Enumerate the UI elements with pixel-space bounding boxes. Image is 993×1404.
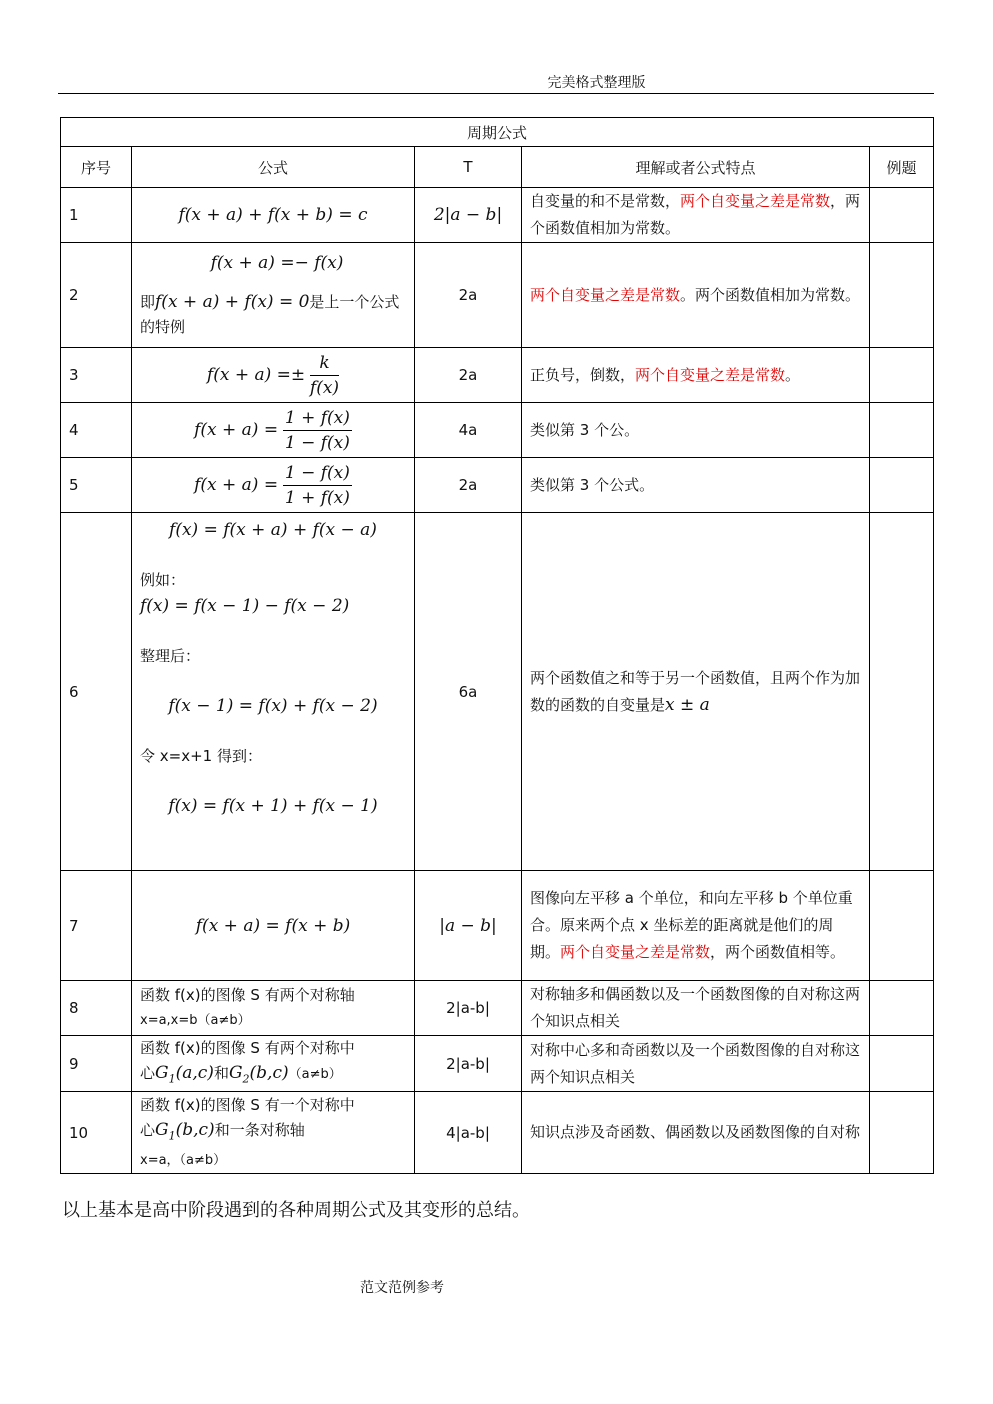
row-number: 9 [61,1036,132,1092]
row-example [870,1036,934,1092]
note-math: x ± a [665,694,710,715]
row-example [870,458,934,513]
tidy-math: f(x − 1) = f(x) + f(x − 2) [168,696,378,716]
point-label: G [155,1063,169,1083]
row-number: 6 [61,513,132,871]
row-number: 8 [61,981,132,1036]
row-note [522,513,870,871]
row-period: 2a [415,348,522,403]
result-math: f(x) = f(x + 1) + f(x − 1) [168,796,378,816]
tidy-label: 整理后： [140,647,201,665]
row-formula [132,458,415,513]
note-highlight: 两个自变量之差是常数 [680,192,831,210]
row-note [522,188,870,243]
fraction [310,351,339,400]
row-period: 6a [415,513,522,871]
row-period: 2a [415,458,522,513]
fraction-numerator: 1 − f(x) [283,461,352,486]
col-header-formula: 公式 [132,147,415,188]
fraction-denominator: 1 + f(x) [284,487,350,508]
col-header-num: 序号 [61,147,132,188]
row-note [522,871,870,981]
summary-text: 以上基本是高中阶段遇到的各种周期公式及其变形的总结。 [62,1200,530,1221]
table-caption-row [61,118,934,147]
note-text: 。两个函数值相加为常数。 [680,285,861,304]
formula-math: f(x + a) = [194,419,279,440]
row-note: 对称轴多和偶函数以及一个函数图像的自对称这两个知识点相关 [522,981,870,1036]
row-period: 2a [415,243,522,348]
col-header-example: 例题 [870,147,934,188]
example-math: f(x) = f(x − 1) − f(x − 2) [140,596,350,616]
point-subscript: 2 [242,1072,250,1086]
row-example [870,513,934,871]
formula-text: 和 [213,1064,229,1082]
row-number: 1 [61,188,132,243]
table-header-row [61,147,934,188]
note-text: ，两个函数值相加为常数。 [530,192,861,237]
table-row [61,243,934,348]
header-title: 完美格式整理版 [547,75,646,91]
fraction-numerator: k [310,351,339,376]
row-number: 2 [61,243,132,348]
table-row [61,1036,934,1092]
row-note: 类似第 3 个公式。 [522,458,870,513]
row-number: 4 [61,403,132,458]
table-caption: 周期公式 [61,118,934,147]
row-formula [132,403,415,458]
header-rule [58,93,934,94]
table-row [61,1092,934,1174]
point-coords: (a,c) [175,1063,214,1083]
row-note [522,348,870,403]
point-label: G [155,1119,169,1140]
point-subscript: 1 [168,1072,176,1086]
formula-prefix: 即 [140,292,156,311]
table-row [61,513,934,871]
row-formula [132,348,415,403]
formula-math: f(x + a) =− f(x) [210,252,344,273]
formula-math: f(x + a) =± [206,364,306,385]
formula-math: f(x + a) = [194,474,279,495]
row-period: 2|a-b| [415,981,522,1036]
row-number: 5 [61,458,132,513]
formula-text: 心 [140,1120,156,1139]
row-note [522,243,870,348]
example-label: 例如： [140,571,186,589]
table-row [61,348,934,403]
formula-math: f(x + a) + f(x + b) = c [178,205,368,225]
fraction-denominator: 1 − f(x) [284,432,350,453]
row-formula [132,1036,415,1092]
fraction-denominator: f(x) [309,377,340,398]
formula-math: f(x) = f(x + a) + f(x − a) [169,520,377,540]
table-row [61,871,934,981]
formula-text: 和一条对称轴 [214,1120,305,1139]
point-label: G [228,1063,243,1083]
note-text: 正负号，倒数， [530,365,636,384]
row-number: 7 [61,871,132,981]
formula-text: 函数 f(x)的图像 S 有两个对称中 [140,1039,355,1057]
row-number: 10 [61,1092,132,1174]
row-note: 对称中心多和奇函数以及一个函数图像的自对称这两个知识点相关 [522,1036,870,1092]
row-number: 3 [61,348,132,403]
period-math: |a − b| [439,915,497,936]
period-math: 2|a − b| [433,205,503,225]
row-period: 4a [415,403,522,458]
formula-math: f(x + a) = f(x + b) [195,915,351,936]
fraction [283,461,352,510]
formula-suffix: 是上一个公式的特例 [140,292,400,336]
note-text: 图像向左平移 a 个单位，和向左平移 b 个单位重合。原来两个点 x 坐标差的距离就是他们的周期。 [530,889,853,961]
note-highlight: 两个自变量之差是常数 [560,943,711,961]
row-example [870,243,934,348]
row-period: 2|a-b| [415,1036,522,1092]
point-coords: (b,c) [175,1119,215,1140]
note-highlight: 两个自变量之差是常数 [635,365,786,384]
row-note: 类似第 3 个公。 [522,403,870,458]
row-example [870,1092,934,1174]
row-example [870,871,934,981]
row-note: 知识点涉及奇函数、偶函数以及函数图像的自对称 [522,1092,870,1174]
row-formula [132,243,415,348]
row-formula [132,1092,415,1174]
period-formula-table [60,117,934,1174]
formula-text: （a≠b） [288,1067,342,1082]
table-row [61,458,934,513]
col-header-period: T [415,147,522,188]
row-example [870,981,934,1036]
row-example [870,403,934,458]
page-footer: 范文范例参考 [360,1280,444,1296]
row-period: 4|a-b| [415,1092,522,1174]
formula-text: 心 [140,1064,156,1082]
row-formula [132,188,415,243]
row-formula [132,981,415,1036]
note-text: 自变量的和不是常数， [530,192,681,210]
row-example [870,348,934,403]
note-text: 。 [785,365,801,384]
formula-text: 函数 f(x)的图像 S 有两个对称轴 [140,986,355,1004]
row-period [415,871,522,981]
substitution-label: 令 x=x+1 得到： [140,747,262,765]
page-header [0,72,993,92]
table-row [61,188,934,243]
row-period [415,188,522,243]
fraction-numerator: 1 + f(x) [283,406,352,431]
table-row [61,403,934,458]
row-formula [132,871,415,981]
note-highlight: 两个自变量之差是常数 [530,285,681,304]
note-text: ，两个函数值相等。 [710,943,846,961]
row-example [870,188,934,243]
formula-text: 函数 f(x)的图像 S 有一个对称中 [140,1095,355,1114]
point-coords: (b,c) [249,1063,289,1083]
note-text: 两个函数值之和等于另一个函数值，且两个作为加数的函数的自变量是 [530,668,861,714]
formula-text: x=a,x=b（a≠b） [140,1013,251,1028]
formula-text: x=a，（a≠b） [140,1153,227,1169]
row-formula [132,513,415,871]
formula-math: f(x + a) + f(x) = 0 [155,291,310,312]
fraction [283,406,352,455]
point-subscript: 1 [168,1129,176,1143]
table-row [61,981,934,1036]
col-header-note: 理解或者公式特点 [522,147,870,188]
